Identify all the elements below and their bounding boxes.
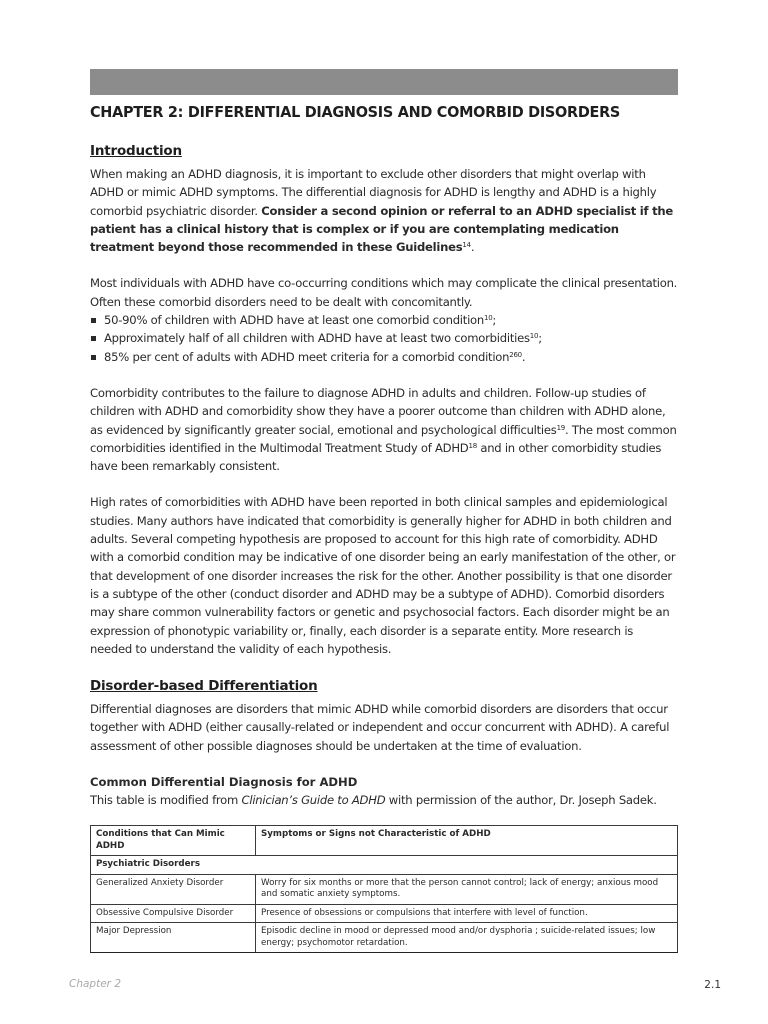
- intro-paragraph-1: [90, 165, 678, 256]
- disorder-paragraph-1: Differential diagnoses are disorders that mimic ADHD while comorbid disorders are disorders that occur together with ADHD (either causally-related or independent and occur concurrent with ADHD). A careful assessment of other possible diagnoses should be undertaken at the time of evaluation.: [90, 702, 670, 753]
- bullet-text: Approximately half of all children with ADHD have at least two comorbidities: [104, 331, 530, 346]
- bullet-end: ;: [538, 331, 542, 346]
- introduction-heading: Introduction: [90, 143, 182, 159]
- intro-p3-ref2: 18: [468, 441, 477, 450]
- intro-p3-a: Comorbidity contributes to the failure to diagnose ADHD in adults and children. Follow-up studies of children with ADHD and comorbidity show they have a poorer outcome than children with ADHD alone, as evidenced by significantly greater social, emotional and psychological difficulties: [90, 385, 666, 437]
- table-group-label: Psychiatric Disorders: [91, 856, 678, 875]
- table-header-signs: Symptoms or Signs not Characteristic of ADHD: [256, 826, 678, 856]
- table-cell-signs: Worry for six months or more that the person cannot control; lack of energy; anxious mood and somatic anxiety symptoms.: [256, 874, 678, 904]
- table-cell-signs: Presence of obsessions or compulsions that interfere with level of function.: [256, 904, 678, 923]
- bullet-end: .: [521, 349, 526, 364]
- table-header-row: [91, 826, 678, 856]
- footer-page-number: 2.1: [704, 979, 721, 991]
- bullet-text: 50-90% of children with ADHD have at least one comorbid condition: [104, 313, 484, 328]
- intro-p1-text: When making an ADHD diagnosis, it is important to exclude other disorders that might overlap with ADHD or mimic ADHD symptoms. The differential diagnosis for ADHD is lengthy and ADHD is a highly comorbid psychiatric disorder.: [90, 167, 657, 218]
- table-caption: Common Differential Diagnosis for ADHD: [90, 775, 358, 790]
- bullet-end: ;: [492, 313, 497, 328]
- intro-p1-ref: 14: [462, 241, 471, 250]
- intro-p1-end: .: [470, 240, 475, 255]
- table-note-a: This table is modified from: [90, 793, 242, 808]
- header-bar: [90, 69, 678, 95]
- table-note: [90, 791, 678, 809]
- intro-p3-ref1: 19: [556, 423, 566, 432]
- bullet-item: [90, 311, 678, 329]
- bullet-ref: 10: [483, 314, 493, 323]
- intro-paragraph-2: Most individuals with ADHD have co-occurring conditions which may complicate the clinical presentation. Often these comorbid disorders need to be dealt with concomitantly.: [90, 276, 678, 309]
- table-cell-signs: Episodic decline in mood or depressed mood and/or dysphoria ; suicide-related issues; low energy; psychomotor retardation.: [256, 923, 678, 953]
- intro-p3-c: and in other comorbidity studies have been remarkably consistent.: [90, 440, 662, 474]
- differential-diagnosis-table: [90, 825, 678, 953]
- table-row: [91, 923, 678, 953]
- table-note-title: Clinician’s Guide to ADHD: [241, 793, 386, 808]
- table-cell-condition: Major Depression: [91, 923, 256, 953]
- bullet-item: [90, 329, 678, 347]
- table-cell-condition: Generalized Anxiety Disorder: [91, 874, 256, 904]
- bullet-ref: 10: [529, 332, 539, 341]
- footer-chapter-label: Chapter 2: [69, 978, 121, 990]
- bullet-item: [90, 348, 678, 366]
- bullet-text: 85% per cent of adults with ADHD meet criteria for a comorbid condition: [104, 349, 510, 364]
- table-cell-condition: Obsessive Compulsive Disorder: [91, 904, 256, 923]
- intro-p3-b: . The most common comorbidities identified in the Multimodal Treatment Study of ADHD: [90, 422, 677, 455]
- chapter-title: CHAPTER 2: DIFFERENTIAL DIAGNOSIS AND COMORBID DISORDERS: [90, 103, 621, 121]
- table-header-conditions: Conditions that Can Mimic ADHD: [91, 826, 256, 856]
- intro-paragraph-4: High rates of comorbidities with ADHD have been reported in both clinical samples and epidemiological studies. Many authors have indicated that comorbidity is generally higher for ADHD in both children and adults. Several competing hypothesis are proposed to account for this high rate of comorbidity. ADHD with a comorbid condition may be indicative of one disorder being an early manifestation of the other, or that development of one disorder increases the risk for the other. Another possibility is that one disorder is a subtype of the other (conduct disorder and ADHD may be a subtype of ADHD). Comorbid disorders may share common vulnerability factors or genetic and psychosocial factors. Each disorder might be an expression of phonotypic variability or, finally, each disorder is a separate entity. More research is needed to understand the validity of each hypothesis.: [90, 495, 676, 656]
- intro-p1-bold: Consider a second opinion or referral to an ADHD specialist if the patient has a clinical history that is complex or if you are contemplating medication treatment beyond those recommended in these Guidelines: [90, 203, 674, 255]
- table-row: [91, 874, 678, 904]
- table-group-row: [91, 856, 678, 875]
- table-row: [91, 904, 678, 923]
- table-note-b: with permission of the author, Dr. Joseph Sadek.: [385, 793, 657, 808]
- disorder-differentiation-heading: Disorder-based Differentiation: [90, 678, 318, 695]
- bullet-ref: 260: [509, 350, 522, 359]
- page-content: [90, 101, 678, 953]
- intro-paragraph-3: [90, 384, 678, 475]
- comorbidity-bullet-list: [90, 311, 678, 366]
